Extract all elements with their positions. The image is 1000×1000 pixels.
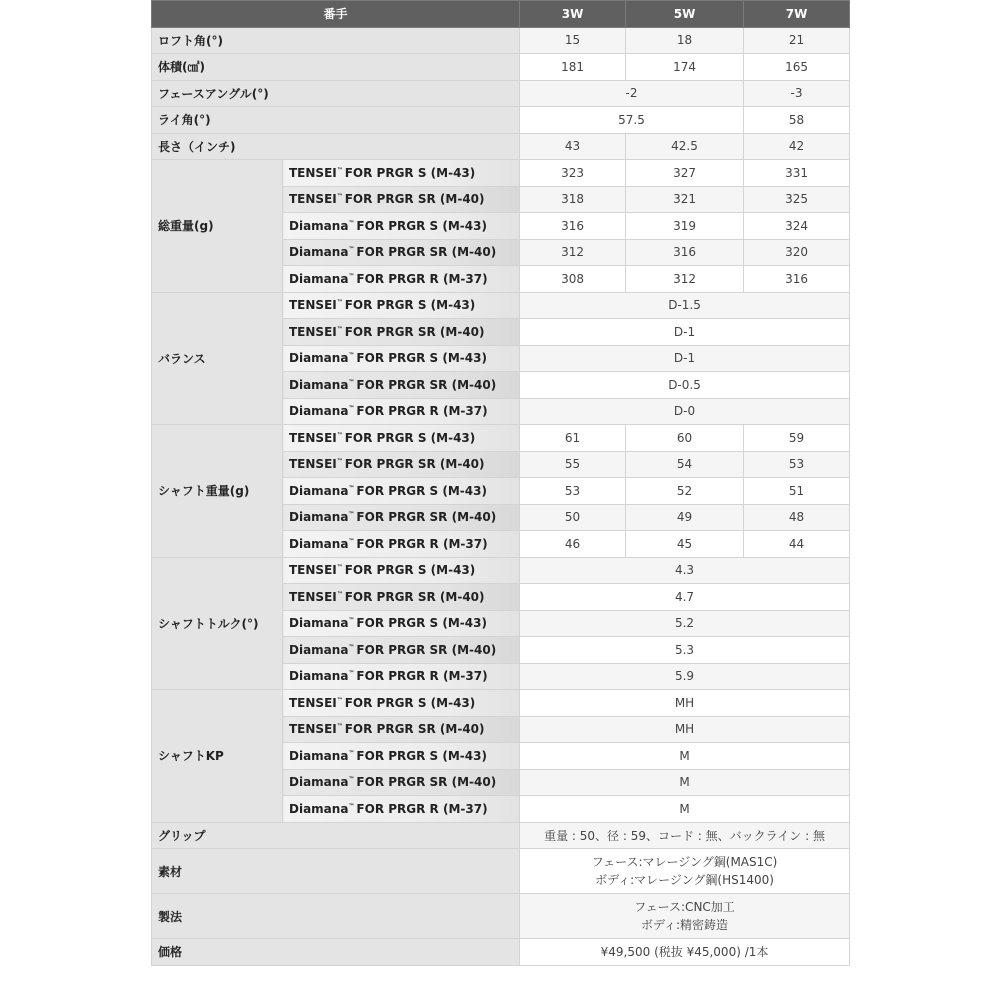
header-5w: 5W bbox=[626, 1, 744, 28]
shaft-name: TENSEI™ FOR PRGR S (M-43) bbox=[283, 425, 520, 452]
cell: 5.9 bbox=[520, 663, 850, 690]
shaft-name: TENSEI™ FOR PRGR SR (M-40) bbox=[283, 716, 520, 743]
cell: -3 bbox=[744, 80, 850, 107]
shaft-name: TENSEI™ FOR PRGR SR (M-40) bbox=[283, 584, 520, 611]
row-volume bbox=[152, 54, 850, 81]
cell: 54 bbox=[626, 451, 744, 478]
row-material bbox=[152, 849, 850, 894]
cell: 324 bbox=[744, 213, 850, 240]
shaft-name: Diamana™ FOR PRGR S (M-43) bbox=[283, 478, 520, 505]
shaft-name: TENSEI™ FOR PRGR SR (M-40) bbox=[283, 451, 520, 478]
material-face: フェース:マレージング鋼(MAS1C) bbox=[591, 855, 778, 869]
cell: 52 bbox=[626, 478, 744, 505]
row-total-weight bbox=[152, 160, 850, 187]
cell: 重量 : 50、径 : 59、コード : 無、バックライン : 無 bbox=[520, 822, 850, 849]
row-label: フェースアングル(°) bbox=[152, 80, 520, 107]
row-label: 長さ（インチ) bbox=[152, 133, 520, 160]
shaft-name: Diamana™ FOR PRGR SR (M-40) bbox=[283, 637, 520, 664]
cell: 46 bbox=[520, 531, 626, 558]
process-face: フェース:CNC加工 bbox=[634, 900, 735, 914]
cell: 325 bbox=[744, 186, 850, 213]
cell: D-0 bbox=[520, 398, 850, 425]
cell: 312 bbox=[520, 239, 626, 266]
cell: D-0.5 bbox=[520, 372, 850, 399]
cell: 44 bbox=[744, 531, 850, 558]
shaft-name: Diamana™ FOR PRGR R (M-37) bbox=[283, 266, 520, 293]
cell: 51 bbox=[744, 478, 850, 505]
group-label: バランス bbox=[152, 292, 283, 425]
row-grip bbox=[152, 822, 850, 849]
cell: 21 bbox=[744, 27, 850, 54]
shaft-name: Diamana™ FOR PRGR R (M-37) bbox=[283, 398, 520, 425]
header-row bbox=[152, 1, 850, 28]
shaft-name: TENSEI™ FOR PRGR SR (M-40) bbox=[283, 186, 520, 213]
cell: MH bbox=[520, 716, 850, 743]
shaft-name: Diamana™ FOR PRGR S (M-43) bbox=[283, 213, 520, 240]
cell: 42.5 bbox=[626, 133, 744, 160]
row-label: 体積(㎤) bbox=[152, 54, 520, 81]
row-lie bbox=[152, 107, 850, 134]
shaft-name: Diamana™ FOR PRGR R (M-37) bbox=[283, 531, 520, 558]
row-length bbox=[152, 133, 850, 160]
cell: 316 bbox=[626, 239, 744, 266]
row-price bbox=[152, 939, 850, 966]
row-loft bbox=[152, 27, 850, 54]
cell: 174 bbox=[626, 54, 744, 81]
cell: 318 bbox=[520, 186, 626, 213]
shaft-name: TENSEI™ FOR PRGR S (M-43) bbox=[283, 292, 520, 319]
cell: 4.7 bbox=[520, 584, 850, 611]
row-torque bbox=[152, 557, 850, 584]
process-body: ボディ:精密鋳造 bbox=[640, 918, 729, 932]
header-club-label: 番手 bbox=[152, 1, 520, 28]
cell: 53 bbox=[744, 451, 850, 478]
shaft-name: Diamana™ FOR PRGR SR (M-40) bbox=[283, 372, 520, 399]
group-label: シャフトKP bbox=[152, 690, 283, 823]
shaft-name: TENSEI™ FOR PRGR S (M-43) bbox=[283, 690, 520, 717]
cell bbox=[520, 849, 850, 894]
cell: M bbox=[520, 769, 850, 796]
cell: 55 bbox=[520, 451, 626, 478]
row-balance bbox=[152, 292, 850, 319]
cell: 312 bbox=[626, 266, 744, 293]
cell: 60 bbox=[626, 425, 744, 452]
shaft-name: Diamana™ FOR PRGR R (M-37) bbox=[283, 796, 520, 823]
cell: D-1 bbox=[520, 319, 850, 346]
row-kp bbox=[152, 690, 850, 717]
cell: -2 bbox=[520, 80, 744, 107]
cell: 165 bbox=[744, 54, 850, 81]
row-label: ライ角(°) bbox=[152, 107, 520, 134]
row-shaft-weight bbox=[152, 425, 850, 452]
cell: 45 bbox=[626, 531, 744, 558]
cell: MH bbox=[520, 690, 850, 717]
cell: 316 bbox=[520, 213, 626, 240]
cell: 181 bbox=[520, 54, 626, 81]
shaft-name: Diamana™ FOR PRGR S (M-43) bbox=[283, 345, 520, 372]
cell: M bbox=[520, 743, 850, 770]
cell: 4.3 bbox=[520, 557, 850, 584]
cell: 5.2 bbox=[520, 610, 850, 637]
shaft-name: Diamana™ FOR PRGR S (M-43) bbox=[283, 743, 520, 770]
shaft-name: Diamana™ FOR PRGR SR (M-40) bbox=[283, 769, 520, 796]
row-label: 素材 bbox=[152, 849, 520, 894]
cell: 49 bbox=[626, 504, 744, 531]
cell: 15 bbox=[520, 27, 626, 54]
shaft-name: Diamana™ FOR PRGR SR (M-40) bbox=[283, 239, 520, 266]
cell: 331 bbox=[744, 160, 850, 187]
cell: 320 bbox=[744, 239, 850, 266]
cell: 57.5 bbox=[520, 107, 744, 134]
group-label: 総重量(g) bbox=[152, 160, 283, 293]
material-body: ボディ:マレージング鋼(HS1400) bbox=[595, 873, 774, 887]
row-process bbox=[152, 894, 850, 939]
cell: D-1 bbox=[520, 345, 850, 372]
group-label: シャフト重量(g) bbox=[152, 425, 283, 558]
cell: D-1.5 bbox=[520, 292, 850, 319]
row-label: 価格 bbox=[152, 939, 520, 966]
shaft-name: Diamana™ FOR PRGR R (M-37) bbox=[283, 663, 520, 690]
spec-table bbox=[151, 0, 850, 966]
cell: 319 bbox=[626, 213, 744, 240]
shaft-name: Diamana™ FOR PRGR SR (M-40) bbox=[283, 504, 520, 531]
cell: M bbox=[520, 796, 850, 823]
shaft-name: Diamana™ FOR PRGR S (M-43) bbox=[283, 610, 520, 637]
row-label: グリップ bbox=[152, 822, 520, 849]
row-label: ロフト角(°) bbox=[152, 27, 520, 54]
cell: ¥49,500 (税抜 ¥45,000) /1本 bbox=[520, 939, 850, 966]
cell: 58 bbox=[744, 107, 850, 134]
cell: 50 bbox=[520, 504, 626, 531]
cell: 321 bbox=[626, 186, 744, 213]
cell: 18 bbox=[626, 27, 744, 54]
cell: 308 bbox=[520, 266, 626, 293]
cell: 43 bbox=[520, 133, 626, 160]
cell: 42 bbox=[744, 133, 850, 160]
cell: 48 bbox=[744, 504, 850, 531]
shaft-name: TENSEI™ FOR PRGR SR (M-40) bbox=[283, 319, 520, 346]
cell: 5.3 bbox=[520, 637, 850, 664]
header-7w: 7W bbox=[744, 1, 850, 28]
row-face-angle bbox=[152, 80, 850, 107]
cell: 53 bbox=[520, 478, 626, 505]
shaft-name: TENSEI™ FOR PRGR S (M-43) bbox=[283, 160, 520, 187]
cell: 59 bbox=[744, 425, 850, 452]
cell bbox=[520, 894, 850, 939]
cell: 316 bbox=[744, 266, 850, 293]
cell: 327 bbox=[626, 160, 744, 187]
cell: 61 bbox=[520, 425, 626, 452]
header-3w: 3W bbox=[520, 1, 626, 28]
shaft-name: TENSEI™ FOR PRGR S (M-43) bbox=[283, 557, 520, 584]
cell: 323 bbox=[520, 160, 626, 187]
row-label: 製法 bbox=[152, 894, 520, 939]
group-label: シャフトトルク(°) bbox=[152, 557, 283, 690]
